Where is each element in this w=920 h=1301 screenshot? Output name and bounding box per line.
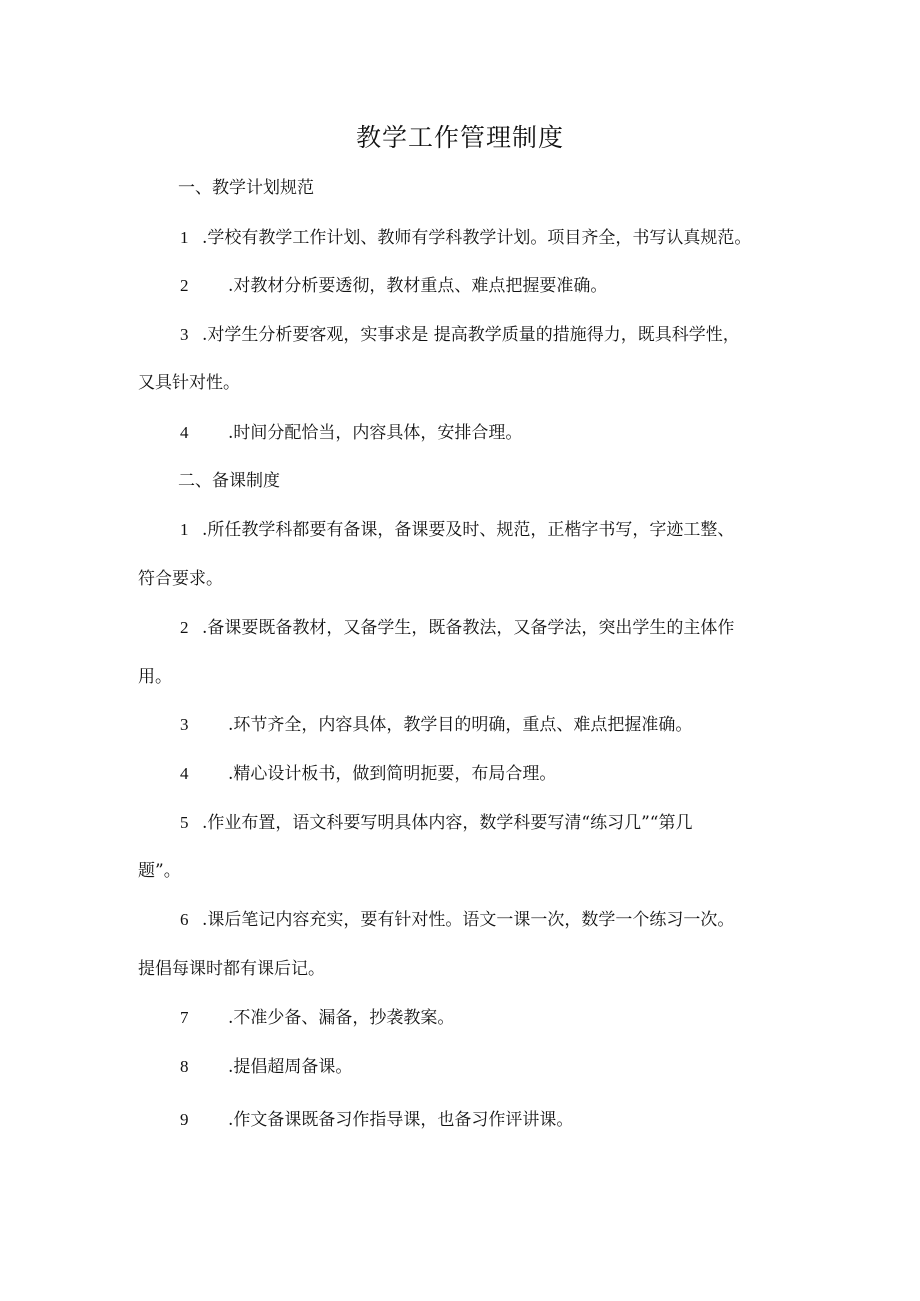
paragraph-1-2 [180, 275, 607, 297]
paragraph-2-3 [180, 714, 692, 736]
paragraph-2-6 [180, 909, 734, 931]
item-number: 7 [180, 1008, 189, 1027]
item-number: 1 [180, 228, 189, 247]
item-text: .作业布置，语文科要写明具体内容，数学科要写清“练习几”“第几 [202, 813, 693, 833]
item-number: 2 [180, 618, 189, 637]
item-number: 1 [180, 520, 189, 539]
page-title: 教学工作管理制度 [355, 123, 564, 152]
paragraph-2-8 [180, 1056, 352, 1078]
item-text: .对学生分析要客观，实事求是 提高教学质量的措施得力，既具科学性， [202, 325, 740, 345]
paragraph-2-6-continuation: 提倡每课时都有课后记。 [138, 959, 325, 979]
item-text: .时间分配恰当，内容具体，安排合理。 [228, 423, 523, 443]
item-text: .学校有教学工作计划、教师有学科教学计划。项目齐全，书写认真规范。 [202, 228, 752, 248]
paragraph-2-2-continuation: 用。 [138, 667, 172, 687]
paragraph-2-1 [180, 519, 734, 541]
item-text: .提倡超周备课。 [228, 1057, 353, 1077]
paragraph-1-3-continuation: 又具针对性。 [138, 373, 240, 393]
item-text: .环节齐全，内容具体，教学目的明确，重点、难点把握准确。 [228, 715, 693, 735]
paragraph-2-1-continuation: 符合要求。 [138, 569, 223, 589]
paragraph-2-9 [180, 1109, 573, 1131]
paragraph-1-1 [180, 227, 751, 249]
item-number: 3 [180, 715, 189, 734]
item-number: 8 [180, 1057, 189, 1076]
item-number: 9 [180, 1110, 189, 1129]
paragraph-1-3 [180, 324, 740, 346]
item-text: .不准少备、漏备，抄袭教案。 [228, 1008, 455, 1028]
item-number: 6 [180, 910, 189, 929]
item-number: 5 [180, 813, 189, 832]
item-number: 4 [180, 423, 189, 442]
paragraph-2-7 [180, 1007, 454, 1029]
item-text: .备课要既备教材，又备学生，既备教法，又备学法，突出学生的主体作 [202, 618, 735, 638]
section-heading-2: 二、备课制度 [178, 471, 280, 491]
paragraph-2-5-continuation: 题”。 [138, 861, 181, 881]
paragraph-2-5 [180, 812, 692, 834]
section-heading-1: 一、教学计划规范 [178, 178, 314, 198]
item-text: .所任教学科都要有备课，备课要及时、规范，正楷字书写，字迹工整、 [202, 520, 735, 540]
paragraph-2-2 [180, 617, 734, 639]
item-number: 2 [180, 276, 189, 295]
item-text: .课后笔记内容充实，要有针对性。语文一课一次，数学一个练习一次。 [202, 910, 735, 930]
item-text: .对教材分析要透彻，教材重点、难点把握要准确。 [228, 276, 608, 296]
item-text: .精心设计板书，做到简明扼要，布局合理。 [228, 764, 557, 784]
item-number: 3 [180, 325, 189, 344]
paragraph-1-4 [180, 422, 522, 444]
item-text: .作文备课既备习作指导课，也备习作评讲课。 [228, 1110, 574, 1130]
item-number: 4 [180, 764, 189, 783]
paragraph-2-4 [180, 763, 556, 785]
